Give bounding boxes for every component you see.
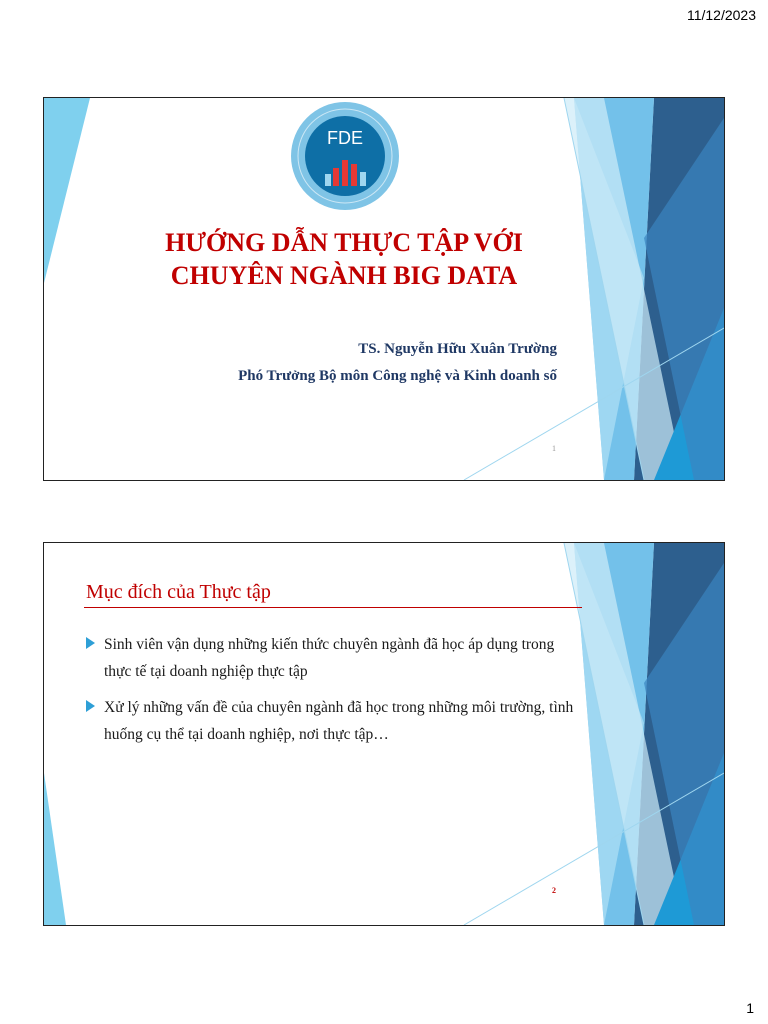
page-date: 11/12/2023 [686, 7, 756, 23]
title-line-2: CHUYÊN NGÀNH BIG DATA [170, 261, 518, 290]
slide-1 [43, 97, 725, 481]
triangle-bullet-icon [86, 700, 95, 712]
slide-2-title: Mục đích của Thực tập [86, 581, 271, 603]
bullet-item [84, 694, 584, 748]
slide-number: 2 [552, 886, 556, 895]
bullet-item [84, 631, 584, 685]
slide-2 [43, 542, 725, 926]
slide-1-title [44, 226, 644, 292]
triangle-bullet-icon [86, 637, 95, 649]
title-underline [84, 607, 582, 608]
title-line-1: HƯỚNG DẪN THỰC TẬP VỚI [165, 228, 523, 257]
bullet-list [84, 631, 584, 757]
bullet-text: Xử lý những vấn đề của chuyên ngành đã học trong những môi trường, tình huống cụ thể tại doanh nghiệp, nơi thực tập… [104, 699, 574, 743]
fde-logo [289, 100, 401, 212]
bullet-text: Sinh viên vận dụng những kiến thức chuyên ngành đã học áp dụng trong thực tế tại doanh nghiệp thực tập [104, 636, 555, 680]
author-position: Phó Trưởng Bộ môn Công nghệ và Kinh doanh số [238, 368, 557, 384]
page-number: 1 [746, 1000, 754, 1016]
slide-number: 1 [552, 444, 556, 453]
author-name: TS. Nguyễn Hữu Xuân Trường [358, 341, 557, 357]
logo-text: FDE [327, 128, 363, 148]
